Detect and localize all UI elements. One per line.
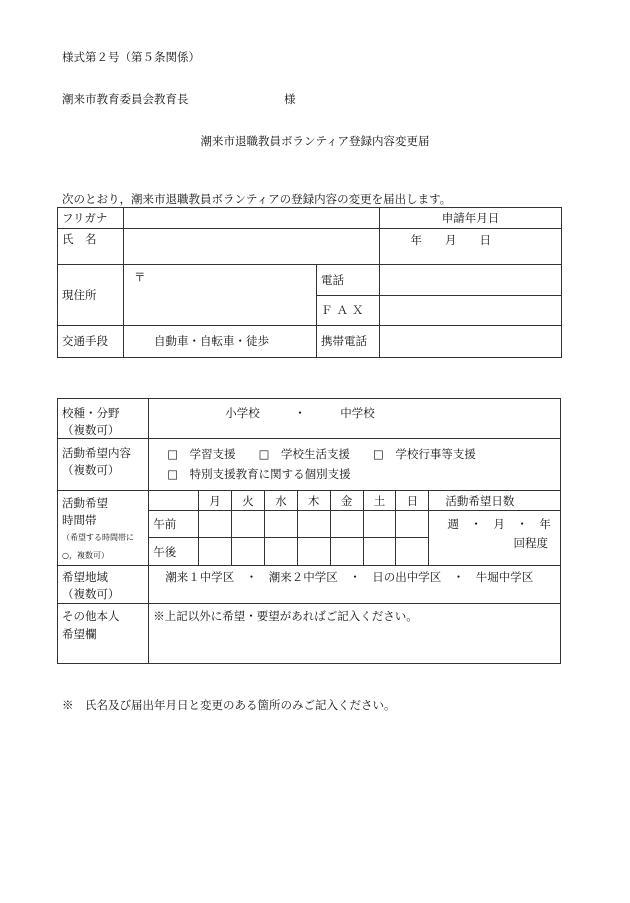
date-field[interactable] [380, 229, 562, 265]
frequency-field[interactable] [429, 511, 561, 566]
day-header-thu: 木 [297, 491, 330, 511]
activity-table [57, 398, 561, 664]
name-label-text: 氏 名 [62, 232, 97, 246]
phone-field[interactable] [380, 265, 562, 296]
personal-info-table [57, 207, 562, 358]
area-options[interactable]: 潮来１中学区 ・ 潮来２中学区 ・ 日の出中学区 ・ 牛堀中学区 [149, 566, 561, 604]
morning-sun[interactable] [396, 511, 429, 538]
activity-content-label-line2: （複数可） [62, 463, 120, 478]
recipient-honorific: 様 [284, 92, 296, 106]
furigana-label: フリガナ [58, 208, 124, 229]
morning-fri[interactable] [330, 511, 363, 538]
activity-content-options-line2[interactable]: □ 特別支援教育に関する個別支援 [167, 466, 351, 481]
time-slot-label-line2: 時間帯 [62, 513, 97, 528]
afternoon-label: 午後 [149, 538, 199, 566]
postal-mark: 〒 [134, 270, 146, 284]
name-field[interactable] [124, 229, 380, 265]
afternoon-sat[interactable] [363, 538, 396, 566]
fax-label-text: ＦＡＸ [321, 303, 368, 318]
other-wishes-label-line2: 希望欄 [62, 627, 97, 642]
school-type-label-line2: （複数可） [62, 422, 120, 437]
transport-options[interactable]: 自動車・自転車・徒歩 [124, 326, 317, 358]
afternoon-sun[interactable] [396, 538, 429, 566]
time-slot-label [58, 491, 149, 566]
address-field[interactable] [124, 265, 317, 326]
activity-content-label-line1: 活動希望内容 [62, 446, 131, 461]
recipient-name: 潮来市教育委員会教育長 [62, 92, 189, 106]
mobile-label: 携帯電話 [317, 326, 380, 358]
afternoon-mon[interactable] [199, 538, 232, 566]
date-value: 年 月 日 [410, 233, 491, 247]
address-label: 現住所 [58, 265, 124, 326]
morning-tue[interactable] [232, 511, 265, 538]
other-wishes-label [58, 604, 149, 664]
activity-content-label [58, 439, 149, 491]
morning-thu[interactable] [297, 511, 330, 538]
afternoon-wed[interactable] [264, 538, 297, 566]
day-header-mon: 月 [199, 491, 232, 511]
afternoon-thu[interactable] [297, 538, 330, 566]
day-header-fri: 金 [330, 491, 363, 511]
school-type-label [58, 399, 149, 439]
name-label [58, 229, 124, 265]
area-label-line1: 希望地域 [62, 570, 108, 585]
date-label: 申請年月日 [380, 208, 562, 229]
fax-field[interactable] [380, 296, 562, 326]
day-header-sat: 土 [363, 491, 396, 511]
activity-content-options[interactable] [149, 439, 561, 491]
frequency-suffix: 回程度 [513, 535, 548, 550]
afternoon-fri[interactable] [330, 538, 363, 566]
footnote: ※ 氏名及び届出年月日と変更のある箇所のみご記入ください。 [62, 698, 396, 712]
phone-label: 電話 [317, 265, 380, 296]
area-label [58, 566, 149, 604]
day-header-sun: 日 [396, 491, 429, 511]
transport-label: 交通手段 [58, 326, 124, 358]
morning-wed[interactable] [264, 511, 297, 538]
frequency-options[interactable]: 週 ・ 月 ・ 年 [447, 517, 551, 532]
time-slot-note: （希望する時間帯に○，複数可） [62, 532, 134, 561]
other-wishes-label-line1: その他本人 [62, 609, 120, 624]
intro-text: 次のとおり，潮来市退職教員ボランティアの登録内容の変更を届出します。 [62, 192, 452, 206]
days-count-label: 活動希望日数 [429, 491, 561, 511]
afternoon-tue[interactable] [232, 538, 265, 566]
other-wishes-note: ※上記以外に希望・要望があればご記入ください。 [153, 609, 418, 624]
area-label-line2: （複数可） [62, 587, 120, 602]
school-type-options[interactable]: 小学校 ・ 中学校 [149, 399, 561, 439]
time-header-blank [149, 491, 199, 511]
document-title: 潮来市退職教員ボランティア登録内容変更届 [200, 134, 430, 148]
school-type-label-line1: 校種・分野 [62, 406, 120, 420]
form-number: 様式第２号（第５条関係） [62, 50, 200, 64]
furigana-field[interactable] [124, 208, 380, 229]
fax-label [317, 296, 380, 326]
day-header-tue: 火 [232, 491, 265, 511]
mobile-field[interactable] [380, 326, 562, 358]
day-header-wed: 水 [264, 491, 297, 511]
morning-sat[interactable] [363, 511, 396, 538]
morning-label: 午前 [149, 511, 199, 538]
other-wishes-field[interactable] [149, 604, 561, 664]
time-slot-label-line1: 活動希望 [62, 496, 108, 511]
activity-content-options-line1[interactable]: □ 学習支援 □ 学校生活支援 □ 学校行事等支援 [167, 447, 476, 462]
morning-mon[interactable] [199, 511, 232, 538]
